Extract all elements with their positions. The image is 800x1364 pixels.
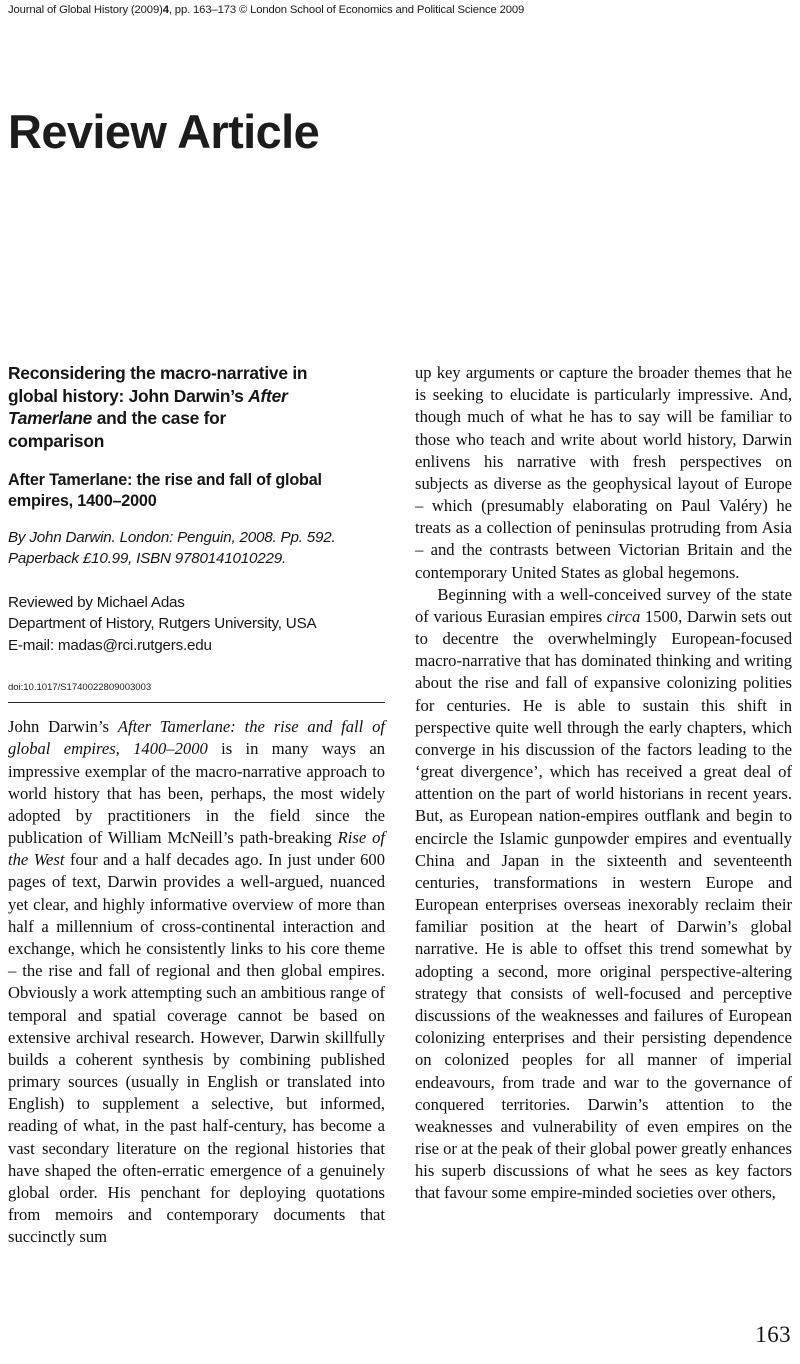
article-title xyxy=(8,362,385,453)
article-title-line-3-plain: and the case for xyxy=(92,408,227,429)
running-head-volume: 4 xyxy=(162,4,169,16)
running-head-pages: , pp. 163–173 xyxy=(168,4,239,16)
body-lead-italic: After Tamerlane: the rise and fall of global empires, 1400–2000 xyxy=(8,717,385,759)
body-lead-italic-2: Rise of the West xyxy=(8,828,385,870)
running-head-copyright: © London School of Economics and Political Science 2009 xyxy=(238,4,525,16)
body-lead-plain: John Darwin’s xyxy=(8,717,118,737)
left-column-body xyxy=(8,716,385,1248)
reviewer-email[interactable]: E-mail: madas@rci.rutgers.edu xyxy=(8,636,212,654)
paragraph xyxy=(415,584,792,1205)
reviewed-book-metadata: By John Darwin. London: Penguin, 2008. Pp. 592. Paperback £10.99, ISBN 9780141010229. xyxy=(8,528,336,567)
paragraph xyxy=(8,716,385,1248)
reviewer-affiliation: Department of History, Rutgers University, USA xyxy=(8,615,317,633)
body-para2-italic: circa xyxy=(606,606,641,626)
paragraph: up key arguments or capture the broader themes that he is seeking to elucidate is particularly impressive. And, though much of what he has to say will be familiar to those who teach and write about world history, Darwin enlivens his narrative with fresh perspectives on subjects as diverse as the geophysical layout of Europe – which (presumably elaborating on Paul Valéry) he treats as a collection of peninsulas protruding from Asia – and the contrasts between Victorian Britain and the contemporary United States as global hegemons. xyxy=(415,363,792,582)
page-title: Review Article xyxy=(8,105,320,159)
doi-text[interactable]: doi:10.1017/S1740022809003003 xyxy=(8,682,152,694)
article-title-line-2-italic: After xyxy=(248,385,288,406)
running-head-journal: Journal of Global History (2009) xyxy=(8,4,163,16)
horizontal-rule xyxy=(8,702,385,703)
reviewed-book-title: After Tamerlane: the rise and fall of global empires, 1400–2000 xyxy=(8,470,322,511)
article-title-line-3-italic: Tamerlane xyxy=(8,408,93,429)
body-para2-post: 1500, Darwin sets out to decentre the overwhelmingly European-focused macro-narrative that has dominated thinking and writing about the rise and fall of expansive colonizing polities for centuries. He is able to sustain this shift in perspective quite well through the early chapters, which converge in his discussion of the factors leading to the ‘great divergence’, which has received a great deal of attention on the part of world historians in recent years. But, as European nation-empires outflank and begin to encircle the Islamic gunpowder empires and eventually China and Japan in the sixteenth and seventeenth centuries, transformations in western Europe and European enterprises overseas inexorably reclaim their familiar position at the heart of Darwin’s global narrative. He is able to offset this trend somewhat by adopting a second, more original perspective-altering strategy that consists of well-focused and perceptive discussions of the weaknesses and failures of European colonizing enterprises and their persisting dependence on colonized peoples for all manner of imperial endeavours, from trade and war to the governance of conquered territories. Darwin’s attention to the weaknesses and vulnerability of even empires on the rise or at the peak of their global power greatly enhances his superb discussions of what he sees as key factors that favour some empire-minded societies over others, xyxy=(415,606,792,1203)
article-title-line-1: Reconsidering the macro-narrative in xyxy=(8,363,308,383)
body-lead-tail: four and a half decades ago. In just under 600 pages of text, Darwin provides a well-argued, nuanced yet clear, and highly informative overview of more than half a millennium of cross-continental interaction and exchange, which he consistently links to his core theme – the rise and fall of regional and then global empires. Obviously a work attempting such an ambitious range of temporal and spatial coverage cannot be based on extensive archival research. However, Darwin skillfully builds a coherent synthesis by combining published primary sources (usually in English or translated into English) to supplement a selective, but informed, reading of what, in the past half-century, has become a vast secondary literature on the regional histories that have shaped the often-erratic emergence of a genuinely global order. His penchant for deploying quotations from memoirs and contemporary documents that succinctly sum xyxy=(8,850,386,1247)
reviewer-name: Reviewed by Michael Adas xyxy=(8,593,185,611)
two-column-body xyxy=(8,362,792,1322)
right-column-body xyxy=(415,362,792,1205)
article-title-line-4: comparison xyxy=(8,430,105,451)
reviewer-block xyxy=(8,592,385,657)
article-title-line-2-plain: global history: John Darwin’s xyxy=(8,385,249,406)
right-column xyxy=(415,362,792,1322)
body-lead-rest: is in many ways an impressive exemplar of the macro-narrative approach to world history that has been, perhaps, the most widely adopted by practitioners in the field since the publication of William McNeill’s path-breaking xyxy=(8,739,385,848)
body-para2-pre: Beginning with a well-conceived survey of the state of various Eurasian empires xyxy=(415,584,792,626)
left-column xyxy=(8,362,385,1322)
page-number: 163 xyxy=(755,1322,791,1347)
running-head xyxy=(8,4,792,16)
